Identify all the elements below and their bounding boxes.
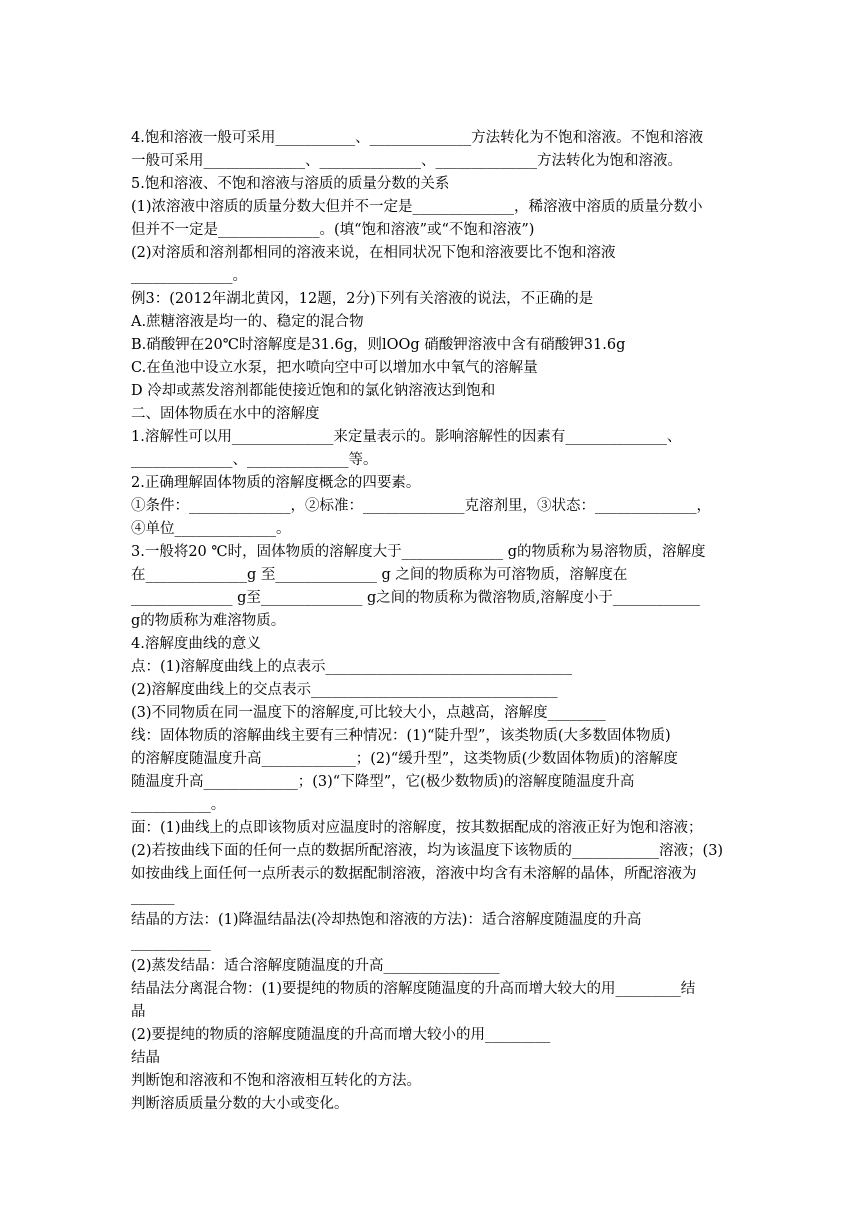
text-line: (2)蒸发结晶：适合溶解度随温度的升高________________ — [131, 958, 500, 974]
text-line: 但并不一定是______________。(填“饱和溶液”或“不饱和溶液”) — [131, 222, 535, 238]
text-line: 的溶解度随温度升高_____________；(2)“缓升型”，这类物质(少数固体物质)的溶解度 — [131, 751, 678, 767]
text-line: (2)溶解度曲线上的交点表示__________________________________ — [131, 682, 558, 698]
text-line: ______________ g至______________ g之间的物质称为微溶物质,溶解度小于____________ — [131, 590, 700, 606]
text-line: ______________、______________等。 — [131, 452, 378, 468]
text-line: 结晶的方法：(1)降温结晶法(冷却热饱和溶液的方法)：适合溶解度随温度的升高 — [131, 912, 642, 928]
text-line: 4.溶解度曲线的意义 — [131, 636, 261, 652]
text-line: ④单位______________。 — [131, 521, 291, 537]
text-line: 随温度升高_____________；(3)“下降型”，它(极少数物质)的溶解度随温度升高 — [131, 774, 635, 790]
text-line: 1.溶解性可以用______________来定量表示的。影响溶解性的因素有______________、 — [131, 429, 682, 445]
text-line: 晶 — [131, 1004, 146, 1020]
text-line: B.硝酸钾在20℃时溶解度是31.6g，则lOOg 硝酸钾溶液中含有硝酸钾31.6g — [131, 337, 626, 353]
text-line: (3)不同物质在同一温度下的溶解度,可比较大小，点越高，溶解度________ — [131, 705, 606, 721]
text-line: 点：(1)溶解度曲线上的点表示__________________________________ — [131, 659, 573, 675]
text-line: C.在鱼池中设立水泵，把水喷向空中可以增加水中氧气的溶解量 — [131, 360, 538, 376]
text-line: 面：(1)曲线上的点即该物质对应温度时的溶解度，按其数据配成的溶液正好为饱和溶液； — [131, 820, 703, 836]
text-line: (2)要提纯的物质的溶解度随温度的升高而增大较小的用_________ — [131, 1027, 551, 1043]
text-line: ①条件：______________，②标准：______________克溶剂里，③状态：______________， — [131, 498, 711, 514]
text-line: 4.饱和溶液一般可采用___________、______________方法转化为不饱和溶液。不饱和溶液 — [131, 130, 704, 146]
text-line: 一般可采用______________、______________、______________方法转化为饱和溶液。 — [131, 153, 682, 169]
text-line: 判断饱和溶液和不饱和溶液相互转化的方法。 — [131, 1073, 421, 1089]
text-line: ___________ — [131, 935, 211, 951]
text-line: (1)浓溶液中溶质的质量分数大但并不一定是______________，稀溶液中溶质的质量分数小 — [131, 199, 703, 215]
text-line: 判断溶质质量分数的大小或变化。 — [131, 1096, 349, 1112]
text-line: 结晶 — [131, 1050, 160, 1066]
text-line: 二、固体物质在水中的溶解度 — [131, 406, 320, 422]
text-line: ___________。 — [131, 797, 226, 813]
text-line: ______ — [131, 889, 175, 905]
text-line: (2)若按曲线下面的任何一点的数据所配溶液，均为该温度下该物质的____________溶液；(3) — [131, 843, 724, 859]
text-line: ______________。 — [131, 268, 247, 284]
text-line: 3.一般将20 ℃时，固体物质的溶解度大于______________ g的物质称为易溶物质，溶解度 — [131, 544, 706, 560]
text-line: 结晶法分离混合物：(1)要提纯的物质的溶解度随温度的升高而增大较大的用_________结 — [131, 981, 696, 997]
text-line: A.蔗糖溶液是均一的、稳定的混合物 — [131, 314, 364, 330]
text-line: 例3：(2012年湖北黄冈，12题，2分)下列有关溶液的说法，不正确的是 — [131, 291, 594, 307]
text-line: 在______________g 至______________ g 之间的物质称为可溶物质，溶解度在 — [131, 567, 628, 583]
text-line: D 冷却或蒸发溶剂都能使接近饱和的氯化钠溶液达到饱和 — [131, 383, 496, 399]
text-line: 5.饱和溶液、不饱和溶液与溶质的质量分数的关系 — [131, 176, 450, 192]
text-line: g的物质称为难溶物质。 — [131, 613, 286, 629]
text-line: 如按曲线上面任何一点所表示的数据配制溶液，溶液中均含有未溶解的晶体，所配溶液为 — [131, 866, 697, 882]
text-line: (2)对溶质和溶剂都相同的溶液来说，在相同状况下饱和溶液要比不饱和溶液 — [131, 245, 616, 261]
text-line: 线：固体物质的溶解曲线主要有三种情况：(1)“陡升型”，该类物质(大多数固体物质) — [131, 728, 671, 744]
text-line: 2.正确理解固体物质的溶解度概念的四要素。 — [131, 475, 421, 491]
